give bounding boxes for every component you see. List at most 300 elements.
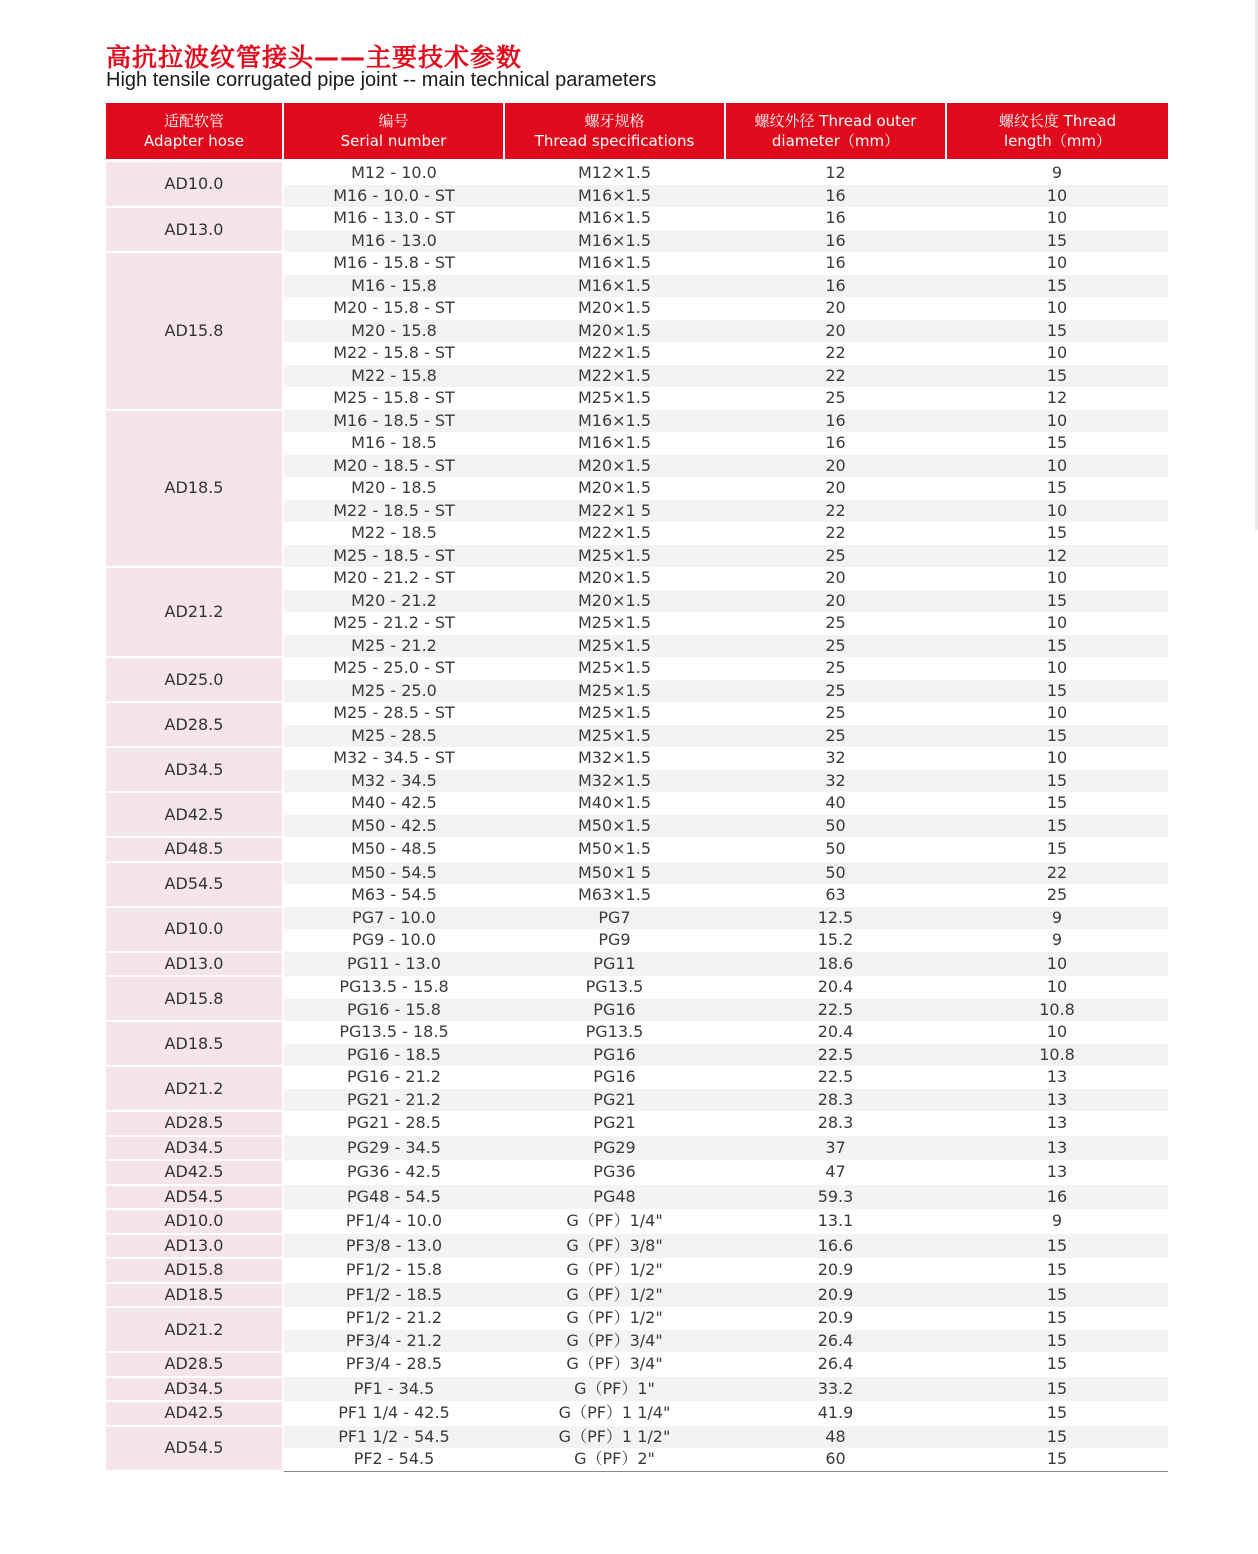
cell-diameter: 25 [725, 635, 946, 658]
cell-thread: M16×1.5 [504, 275, 725, 298]
cell-length: 10.8 [946, 1044, 1168, 1067]
cell-thread: M25×1.5 [577, 703, 651, 723]
cell-length: 15 [946, 725, 1168, 748]
table-row [106, 837, 1168, 862]
cell-diameter: 25 [725, 545, 946, 568]
cell-serial: M20 - 15.8 - ST [333, 298, 455, 318]
column-header-en: Thread specifications [534, 132, 695, 150]
cell-serial: M16 - 10.0 - ST [283, 185, 504, 208]
cell-serial: M16 - 13.0 [283, 230, 504, 253]
cell-diameter: 16 [725, 410, 946, 433]
cell-serial: M50 - 54.5 [283, 862, 504, 885]
column-header-cn: 螺纹外径 Thread outer [754, 112, 917, 130]
cell-diameter: 20 [725, 320, 946, 343]
cell-length: 25 [1046, 885, 1068, 905]
cell-length: 12 [1046, 388, 1068, 408]
cell-adapter-hose: AD28.5 [106, 702, 283, 747]
cell-serial: M20 - 18.5 [351, 478, 437, 498]
spec-table [106, 103, 1168, 1472]
cell-length: 10 [946, 500, 1168, 523]
cell-thread: M20×1.5 [504, 455, 725, 478]
table-row [106, 1401, 1168, 1426]
cell-length: 9 [946, 907, 1168, 930]
cell-diameter: 25 [725, 680, 946, 703]
cell-length: 10.8 [946, 999, 1168, 1022]
cell-adapter-hose: AD28.5 [106, 1111, 283, 1136]
cell-serial: PG21 - 28.5 [347, 1113, 441, 1133]
cell-thread: PG48 [504, 1185, 725, 1210]
cell-length: 15 [946, 275, 1168, 298]
cell-adapter-hose: AD18.5 [106, 1283, 283, 1308]
cell-serial: M16 - 18.5 [351, 433, 437, 453]
cell-adapter-hose: AD10.0 [106, 907, 283, 952]
page-title-en: High tensile corrugated pipe joint -- main technical parameters [106, 69, 657, 91]
cell-length: 13 [946, 1136, 1168, 1161]
table-row [106, 1234, 1168, 1259]
cell-adapter-hose: AD54.5 [106, 1426, 283, 1472]
column-header-adapter-hose [106, 103, 283, 161]
cell-diameter: 25 [825, 613, 846, 633]
cell-serial: PG13.5 - 18.5 [339, 1022, 449, 1042]
cell-thread: PG13.5 [585, 1022, 644, 1042]
cell-adapter-hose: AD21.2 [106, 567, 283, 657]
cell-thread: M16×1.5 [577, 208, 651, 228]
cell-adapter-hose: AD13.0 [106, 207, 283, 252]
cell-diameter: 32 [825, 748, 846, 768]
cell-thread: M16×1.5 [577, 253, 651, 273]
cell-serial: PG9 - 10.0 [352, 930, 436, 950]
cell-serial: PF3/8 - 13.0 [283, 1234, 504, 1259]
cell-diameter: 20 [825, 478, 846, 498]
cell-thread: M20×1.5 [577, 568, 651, 588]
cell-length: 15 [1046, 1308, 1068, 1328]
cell-serial: M32 - 34.5 [283, 770, 504, 793]
cell-length: 13 [1046, 1162, 1068, 1182]
cell-serial: PG16 - 15.8 [283, 999, 504, 1022]
cell-diameter: 12 [725, 161, 946, 185]
table-row [106, 702, 1168, 725]
cell-length: 10 [1046, 658, 1068, 678]
cell-adapter-hose: AD18.5 [106, 410, 283, 568]
cell-thread: PG9 [598, 930, 631, 950]
cell-serial: M25 - 25.0 - ST [333, 658, 455, 678]
cell-length: 15 [946, 680, 1168, 703]
cell-serial: M40 - 42.5 [351, 793, 437, 813]
cell-length: 9 [1051, 1211, 1063, 1231]
cell-serial: M25 - 18.5 - ST [283, 545, 504, 568]
cell-serial: M50 - 42.5 [283, 815, 504, 838]
cell-thread: G（PF）1" [504, 1377, 725, 1402]
cell-serial: PF1 1/2 - 54.5 [283, 1426, 504, 1449]
cell-thread: M16×1.5 [504, 410, 725, 433]
cell-adapter-hose: AD42.5 [106, 792, 283, 837]
cell-thread: PG16 [593, 1067, 636, 1087]
cell-diameter: 16 [825, 433, 846, 453]
cell-diameter: 16 [825, 208, 846, 228]
cell-serial: M16 - 15.8 - ST [333, 253, 455, 273]
cell-serial: PF1/2 - 18.5 [283, 1283, 504, 1308]
cell-adapter-hose: AD54.5 [106, 1185, 283, 1210]
cell-length: 15 [946, 815, 1168, 838]
column-header-thread-length [946, 103, 1168, 161]
cell-diameter: 20.9 [817, 1308, 854, 1328]
cell-length: 15 [946, 1283, 1168, 1308]
cell-length: 15 [946, 365, 1168, 388]
cell-diameter: 22 [825, 523, 846, 543]
cell-serial: PF1 - 34.5 [283, 1377, 504, 1402]
cell-diameter: 37 [725, 1136, 946, 1161]
cell-thread: M16×1.5 [504, 230, 725, 253]
cell-length: 13 [946, 1089, 1168, 1112]
table-row [106, 410, 1168, 433]
table-row [106, 252, 1168, 275]
cell-diameter: 18.6 [725, 952, 946, 977]
table-row [106, 161, 1168, 185]
cell-serial: PF1/2 - 21.2 [345, 1308, 443, 1328]
cell-serial: PG29 - 34.5 [283, 1136, 504, 1161]
cell-diameter: 60 [725, 1448, 946, 1471]
cell-thread: G（PF）1/4" [566, 1211, 663, 1231]
cell-serial: PG16 - 21.2 [347, 1067, 441, 1087]
cell-serial: PF1 1/4 - 42.5 [338, 1403, 450, 1423]
cell-length: 16 [946, 1185, 1168, 1210]
cell-serial: PG7 - 10.0 [283, 907, 504, 930]
cell-thread: M16×1.5 [577, 433, 651, 453]
table-row [106, 207, 1168, 230]
cell-serial: M25 - 25.0 [283, 680, 504, 703]
cell-diameter: 26.4 [817, 1354, 854, 1374]
cell-thread: M25×1.5 [504, 725, 725, 748]
cell-length: 10 [946, 410, 1168, 433]
cell-thread: M22×1.5 [577, 523, 651, 543]
cell-serial: PF3/4 - 28.5 [345, 1354, 443, 1374]
cell-diameter: 20.9 [725, 1283, 946, 1308]
cell-length: 10 [946, 185, 1168, 208]
cell-length: 15 [946, 635, 1168, 658]
cell-serial: PG16 - 18.5 [283, 1044, 504, 1067]
cell-length: 15 [946, 1234, 1168, 1259]
cell-adapter-hose: AD48.5 [106, 837, 283, 862]
cell-diameter: 28.3 [817, 1113, 854, 1133]
cell-diameter: 16 [725, 230, 946, 253]
table-row [106, 1307, 1168, 1330]
cell-serial: M25 - 28.5 - ST [333, 703, 455, 723]
cell-length: 10 [1046, 208, 1068, 228]
column-header-en: diameter（mm） [771, 132, 900, 150]
table-row [106, 1258, 1168, 1283]
cell-serial: M20 - 21.2 [283, 590, 504, 613]
column-header-serial-number [283, 103, 504, 161]
cell-diameter: 20 [725, 590, 946, 613]
cell-thread: G（PF）1 1/4" [558, 1403, 671, 1423]
cell-serial: M16 - 18.5 - ST [283, 410, 504, 433]
cell-thread: M25×1.5 [577, 388, 651, 408]
cell-serial: M16 - 15.8 [283, 275, 504, 298]
cell-serial: PF2 - 54.5 [283, 1448, 504, 1471]
table-row [106, 952, 1168, 977]
cell-length: 12 [946, 545, 1168, 568]
cell-adapter-hose: AD25.0 [106, 657, 283, 702]
cell-length: 10 [1046, 613, 1068, 633]
cell-diameter: 25 [825, 658, 846, 678]
cell-diameter: 22 [725, 500, 946, 523]
cell-diameter: 20.4 [817, 977, 854, 997]
cell-diameter: 50 [725, 815, 946, 838]
table-row [106, 1160, 1168, 1185]
cell-diameter: 12.5 [725, 907, 946, 930]
cell-thread: PG36 [593, 1162, 636, 1182]
cell-diameter: 13.1 [817, 1211, 854, 1231]
cell-serial: PG13.5 - 15.8 [339, 977, 449, 997]
cell-diameter: 20.9 [817, 1260, 854, 1280]
cell-serial: M16 - 13.0 - ST [333, 208, 455, 228]
cell-thread: M22×1 5 [504, 500, 725, 523]
cell-length: 10 [1046, 568, 1068, 588]
cell-length: 15 [946, 320, 1168, 343]
cell-diameter: 22.5 [725, 1044, 946, 1067]
table-row [106, 862, 1168, 885]
cell-thread: M25×1.5 [577, 658, 651, 678]
cell-diameter: 22.5 [725, 999, 946, 1022]
cell-length: 15 [946, 770, 1168, 793]
cell-thread: M40×1.5 [577, 793, 651, 813]
table-row [106, 1209, 1168, 1234]
cell-serial: M22 - 18.5 - ST [283, 500, 504, 523]
cell-diameter: 50 [725, 862, 946, 885]
cell-thread: G（PF）3/4" [504, 1330, 725, 1353]
cell-diameter: 32 [725, 770, 946, 793]
table-row [106, 1352, 1168, 1377]
cell-diameter: 16 [825, 253, 846, 273]
cell-thread: M20×1.5 [577, 478, 651, 498]
cell-diameter: 22 [725, 365, 946, 388]
cell-thread: G（PF）1/2" [566, 1260, 663, 1280]
cell-serial: PG48 - 54.5 [283, 1185, 504, 1210]
cell-diameter: 50 [825, 839, 846, 859]
cell-serial: M25 - 21.2 [283, 635, 504, 658]
cell-length: 15 [1046, 793, 1068, 813]
cell-adapter-hose: AD42.5 [106, 1160, 283, 1185]
cell-thread: M25×1.5 [504, 680, 725, 703]
cell-serial: M50 - 48.5 [351, 839, 437, 859]
cell-length: 10 [1046, 253, 1068, 273]
cell-thread: G（PF）2" [504, 1448, 725, 1471]
cell-diameter: 41.9 [817, 1403, 854, 1423]
column-header-en: Adapter hose [143, 132, 244, 150]
cell-serial: M20 - 15.8 [283, 320, 504, 343]
table-row [106, 1377, 1168, 1402]
table-row [106, 1136, 1168, 1161]
column-header-en: length（mm） [1003, 132, 1112, 150]
cell-thread: G（PF）3/8" [504, 1234, 725, 1259]
cell-serial: PG36 - 42.5 [347, 1162, 441, 1182]
table-row [106, 792, 1168, 815]
cell-diameter: 20.4 [817, 1022, 854, 1042]
cell-serial: M20 - 21.2 - ST [333, 568, 455, 588]
cell-serial: M25 - 28.5 [283, 725, 504, 748]
cell-thread: PG21 [504, 1089, 725, 1112]
cell-length: 10 [946, 952, 1168, 977]
cell-diameter: 48 [725, 1426, 946, 1449]
page-title-cn: 高抗拉波纹管接头——主要技术参数 [106, 43, 523, 72]
table-row [106, 747, 1168, 770]
cell-thread: M50×1 5 [504, 862, 725, 885]
cell-serial: M22 - 15.8 - ST [333, 343, 455, 363]
cell-length: 15 [1046, 1260, 1068, 1280]
cell-length: 13 [1046, 1067, 1068, 1087]
cell-diameter: 33.2 [725, 1377, 946, 1402]
cell-thread: M12×1.5 [504, 161, 725, 185]
cell-adapter-hose: AD34.5 [106, 747, 283, 792]
cell-diameter: 20 [725, 455, 946, 478]
column-header-en: Serial number [340, 132, 447, 150]
cell-serial: M22 - 18.5 [351, 523, 437, 543]
cell-thread: PG7 [504, 907, 725, 930]
cell-adapter-hose: AD15.8 [106, 252, 283, 410]
cell-thread: M50×1.5 [577, 839, 651, 859]
cell-length: 15 [946, 1448, 1168, 1471]
cell-thread: M20×1.5 [504, 590, 725, 613]
column-header-cn: 适配软管 [163, 112, 224, 130]
cell-thread: M20×1.5 [504, 320, 725, 343]
table-header-row [106, 103, 1168, 161]
cell-diameter: 25 [725, 725, 946, 748]
column-header-cn: 螺牙规格 [584, 112, 645, 130]
cell-thread: M25×1.5 [504, 635, 725, 658]
cell-diameter: 22.5 [817, 1067, 854, 1087]
cell-serial: PG11 - 13.0 [283, 952, 504, 977]
cell-diameter: 26.4 [725, 1330, 946, 1353]
table-body [106, 161, 1168, 1472]
cell-adapter-hose: AD18.5 [106, 1021, 283, 1066]
table-row [106, 1111, 1168, 1136]
cell-thread: PG13.5 [585, 977, 644, 997]
cell-adapter-hose: AD34.5 [106, 1377, 283, 1402]
cell-diameter: 28.3 [725, 1089, 946, 1112]
cell-length: 15 [1046, 478, 1068, 498]
cell-length: 9 [946, 161, 1168, 185]
cell-serial: PG21 - 21.2 [283, 1089, 504, 1112]
cell-serial: M20 - 18.5 - ST [283, 455, 504, 478]
cell-adapter-hose: AD21.2 [106, 1307, 283, 1352]
cell-thread: M22×1.5 [577, 343, 651, 363]
table-row [106, 1021, 1168, 1044]
cell-adapter-hose: AD10.0 [106, 1209, 283, 1234]
cell-serial: PF1/4 - 10.0 [345, 1211, 443, 1231]
cell-diameter: 25 [825, 703, 846, 723]
cell-diameter: 63 [825, 885, 846, 905]
cell-length: 10 [946, 455, 1168, 478]
cell-length: 13 [1046, 1113, 1068, 1133]
cell-diameter: 40 [825, 793, 846, 813]
cell-thread: M16×1.5 [504, 185, 725, 208]
cell-adapter-hose: AD15.8 [106, 976, 283, 1021]
cell-serial: M25 - 21.2 - ST [333, 613, 455, 633]
cell-diameter: 22 [825, 343, 846, 363]
cell-diameter: 20 [825, 568, 846, 588]
cell-length: 15 [1046, 1403, 1068, 1423]
cell-thread: G（PF）1/2" [504, 1283, 725, 1308]
cell-serial: M12 - 10.0 [283, 161, 504, 185]
cell-serial: M22 - 15.8 [283, 365, 504, 388]
cell-thread: M63×1.5 [577, 885, 651, 905]
cell-length: 10 [1046, 703, 1068, 723]
cell-thread: PG29 [504, 1136, 725, 1161]
cell-thread: M22×1.5 [504, 365, 725, 388]
cell-length: 10 [1046, 977, 1068, 997]
cell-diameter: 20 [825, 298, 846, 318]
cell-diameter: 16.6 [725, 1234, 946, 1259]
table-row [106, 1426, 1168, 1449]
cell-diameter: 16 [725, 275, 946, 298]
table-row [106, 907, 1168, 930]
column-header-thread-outer-diameter [725, 103, 946, 161]
cell-thread: PG16 [504, 999, 725, 1022]
cell-adapter-hose: AD28.5 [106, 1352, 283, 1377]
cell-length: 15 [1046, 839, 1068, 859]
cell-length: 22 [946, 862, 1168, 885]
cell-thread: M20×1.5 [577, 298, 651, 318]
cell-length: 15 [946, 590, 1168, 613]
cell-diameter: 15.2 [817, 930, 854, 950]
cell-length: 15 [1046, 523, 1068, 543]
cell-adapter-hose: AD10.0 [106, 161, 283, 208]
cell-length: 9 [1051, 930, 1063, 950]
cell-serial: M25 - 15.8 - ST [333, 388, 455, 408]
cell-thread: G（PF）1 1/2" [504, 1426, 725, 1449]
cell-thread: M25×1.5 [577, 613, 651, 633]
cell-diameter: 16 [725, 185, 946, 208]
cell-length: 15 [946, 1426, 1168, 1449]
cell-thread: M32×1.5 [504, 770, 725, 793]
cell-serial: M32 - 34.5 - ST [333, 748, 455, 768]
cell-thread: PG11 [504, 952, 725, 977]
column-header-cn: 螺纹长度 Thread [998, 112, 1117, 130]
cell-diameter: 47 [825, 1162, 846, 1182]
cell-thread: M50×1.5 [504, 815, 725, 838]
cell-thread: G（PF）1/2" [566, 1308, 663, 1328]
cell-length: 10 [1046, 343, 1068, 363]
cell-length: 15 [946, 1330, 1168, 1353]
cell-adapter-hose: AD21.2 [106, 1066, 283, 1111]
cell-length: 15 [946, 1377, 1168, 1402]
table-row [106, 567, 1168, 590]
cell-serial: PF3/4 - 21.2 [283, 1330, 504, 1353]
cell-thread: PG21 [593, 1113, 636, 1133]
table-row [106, 1283, 1168, 1308]
table-row [106, 657, 1168, 680]
cell-thread: G（PF）3/4" [566, 1354, 663, 1374]
cell-serial: PF1/2 - 15.8 [345, 1260, 443, 1280]
table-row [106, 1185, 1168, 1210]
cell-adapter-hose: AD15.8 [106, 1258, 283, 1283]
cell-length: 10 [1046, 1022, 1068, 1042]
cell-diameter: 59.3 [725, 1185, 946, 1210]
cell-adapter-hose: AD34.5 [106, 1136, 283, 1161]
column-header-thread-spec [504, 103, 725, 161]
cell-length: 10 [1046, 748, 1068, 768]
cell-adapter-hose: AD42.5 [106, 1401, 283, 1426]
cell-length: 15 [1046, 433, 1068, 453]
column-header-cn: 编号 [378, 112, 409, 130]
cell-length: 15 [1046, 1354, 1068, 1374]
cell-thread: PG16 [504, 1044, 725, 1067]
cell-thread: M32×1.5 [577, 748, 651, 768]
cell-length: 15 [946, 230, 1168, 253]
table-row [106, 976, 1168, 999]
cell-serial: M63 - 54.5 [351, 885, 437, 905]
cell-adapter-hose: AD54.5 [106, 862, 283, 907]
